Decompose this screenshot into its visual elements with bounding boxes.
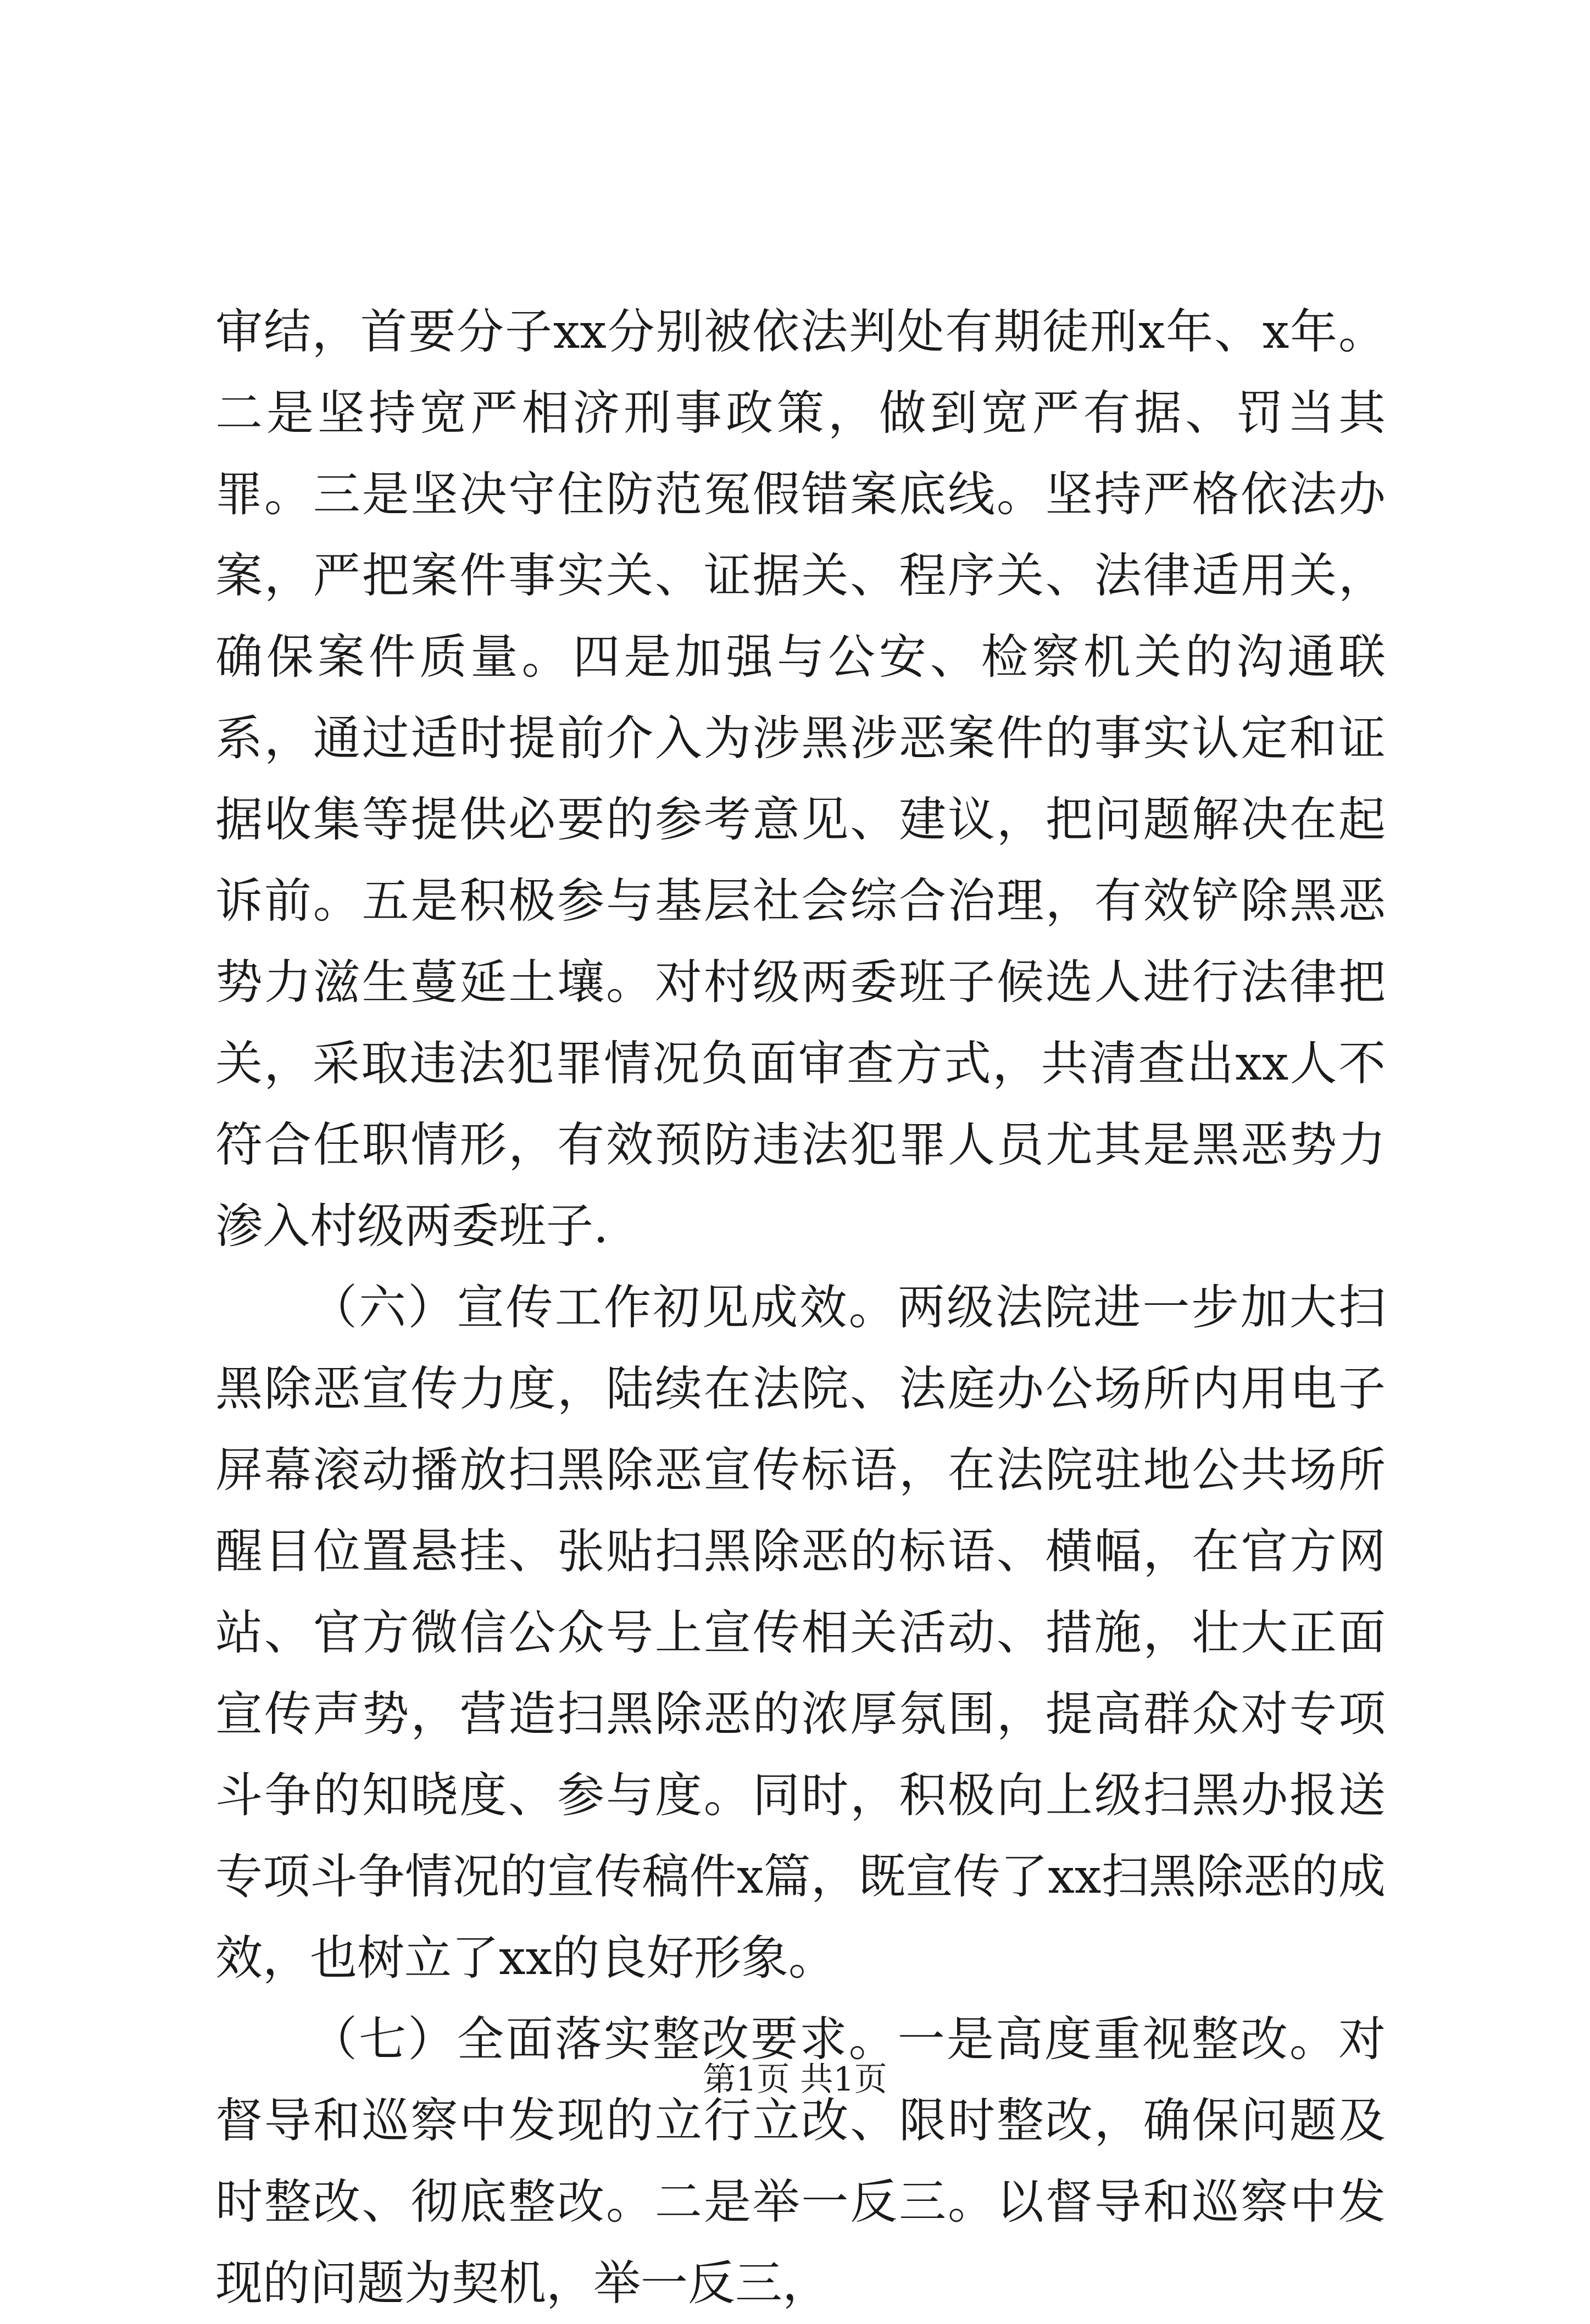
page-footer: 第1页 共1页 [703, 2060, 887, 2099]
paragraph-section-seven: （七）全面落实整改要求。一是高度重视整改。对督导和巡察中发现的立行立改、限时整改，确保问题及时整改、彻底整改。二是举一反三。以督导和巡察中发现的问题为契机，举一反三， [215, 2012, 1386, 2311]
paragraph-continued: 审结，首要分子xx分别被依法判处有期徒刑x年、x年。二是坚持宽严相济刑事政策，做到宽严有据、罚当其罪。三是坚决守住防范冤假错案底线。坚持严格依法办案，严把案件事实关、证据关、程序关、法律适用关，确保案件质量。四是加强与公安、检察机关的沟通联系，通过适时提前介入为涉黑涉恶案件的事实认定和证据收集等提供必要的参考意见、建议，把问题解决在起诉前。五是积极参与基层社会综合治理，有效铲除黑恶势力滋生蔓延土壤。对村级两委班子候选人进行法律把关，采取违法犯罪情况负面审查方式，共清查出xx人不符合任职情形，有效预防违法犯罪人员尤其是黑恶势力渗入村级两委班子. [215, 304, 1386, 1254]
paragraph-section-six: （六）宣传工作初见成效。两级法院进一步加大扫黑除恶宣传力度，陆续在法院、法庭办公场所内用电子屏幕滚动播放扫黑除恶宣传标语，在法院驻地公共场所醒目位置悬挂、张贴扫黑除恶的标语、横幅，在官方网站、官方微信公众号上宣传相关活动、措施，壮大正面宣传声势，营造扫黑除恶的浓厚氛围，提高群众对专项斗争的知晓度、参与度。同时，积极向上级扫黑办报送专项斗争情况的宣传稿件x篇，既宣传了xx扫黑除恶的成效，也树立了xx的良好形象。 [215, 1280, 1386, 1986]
document-body [215, 291, 1386, 2324]
